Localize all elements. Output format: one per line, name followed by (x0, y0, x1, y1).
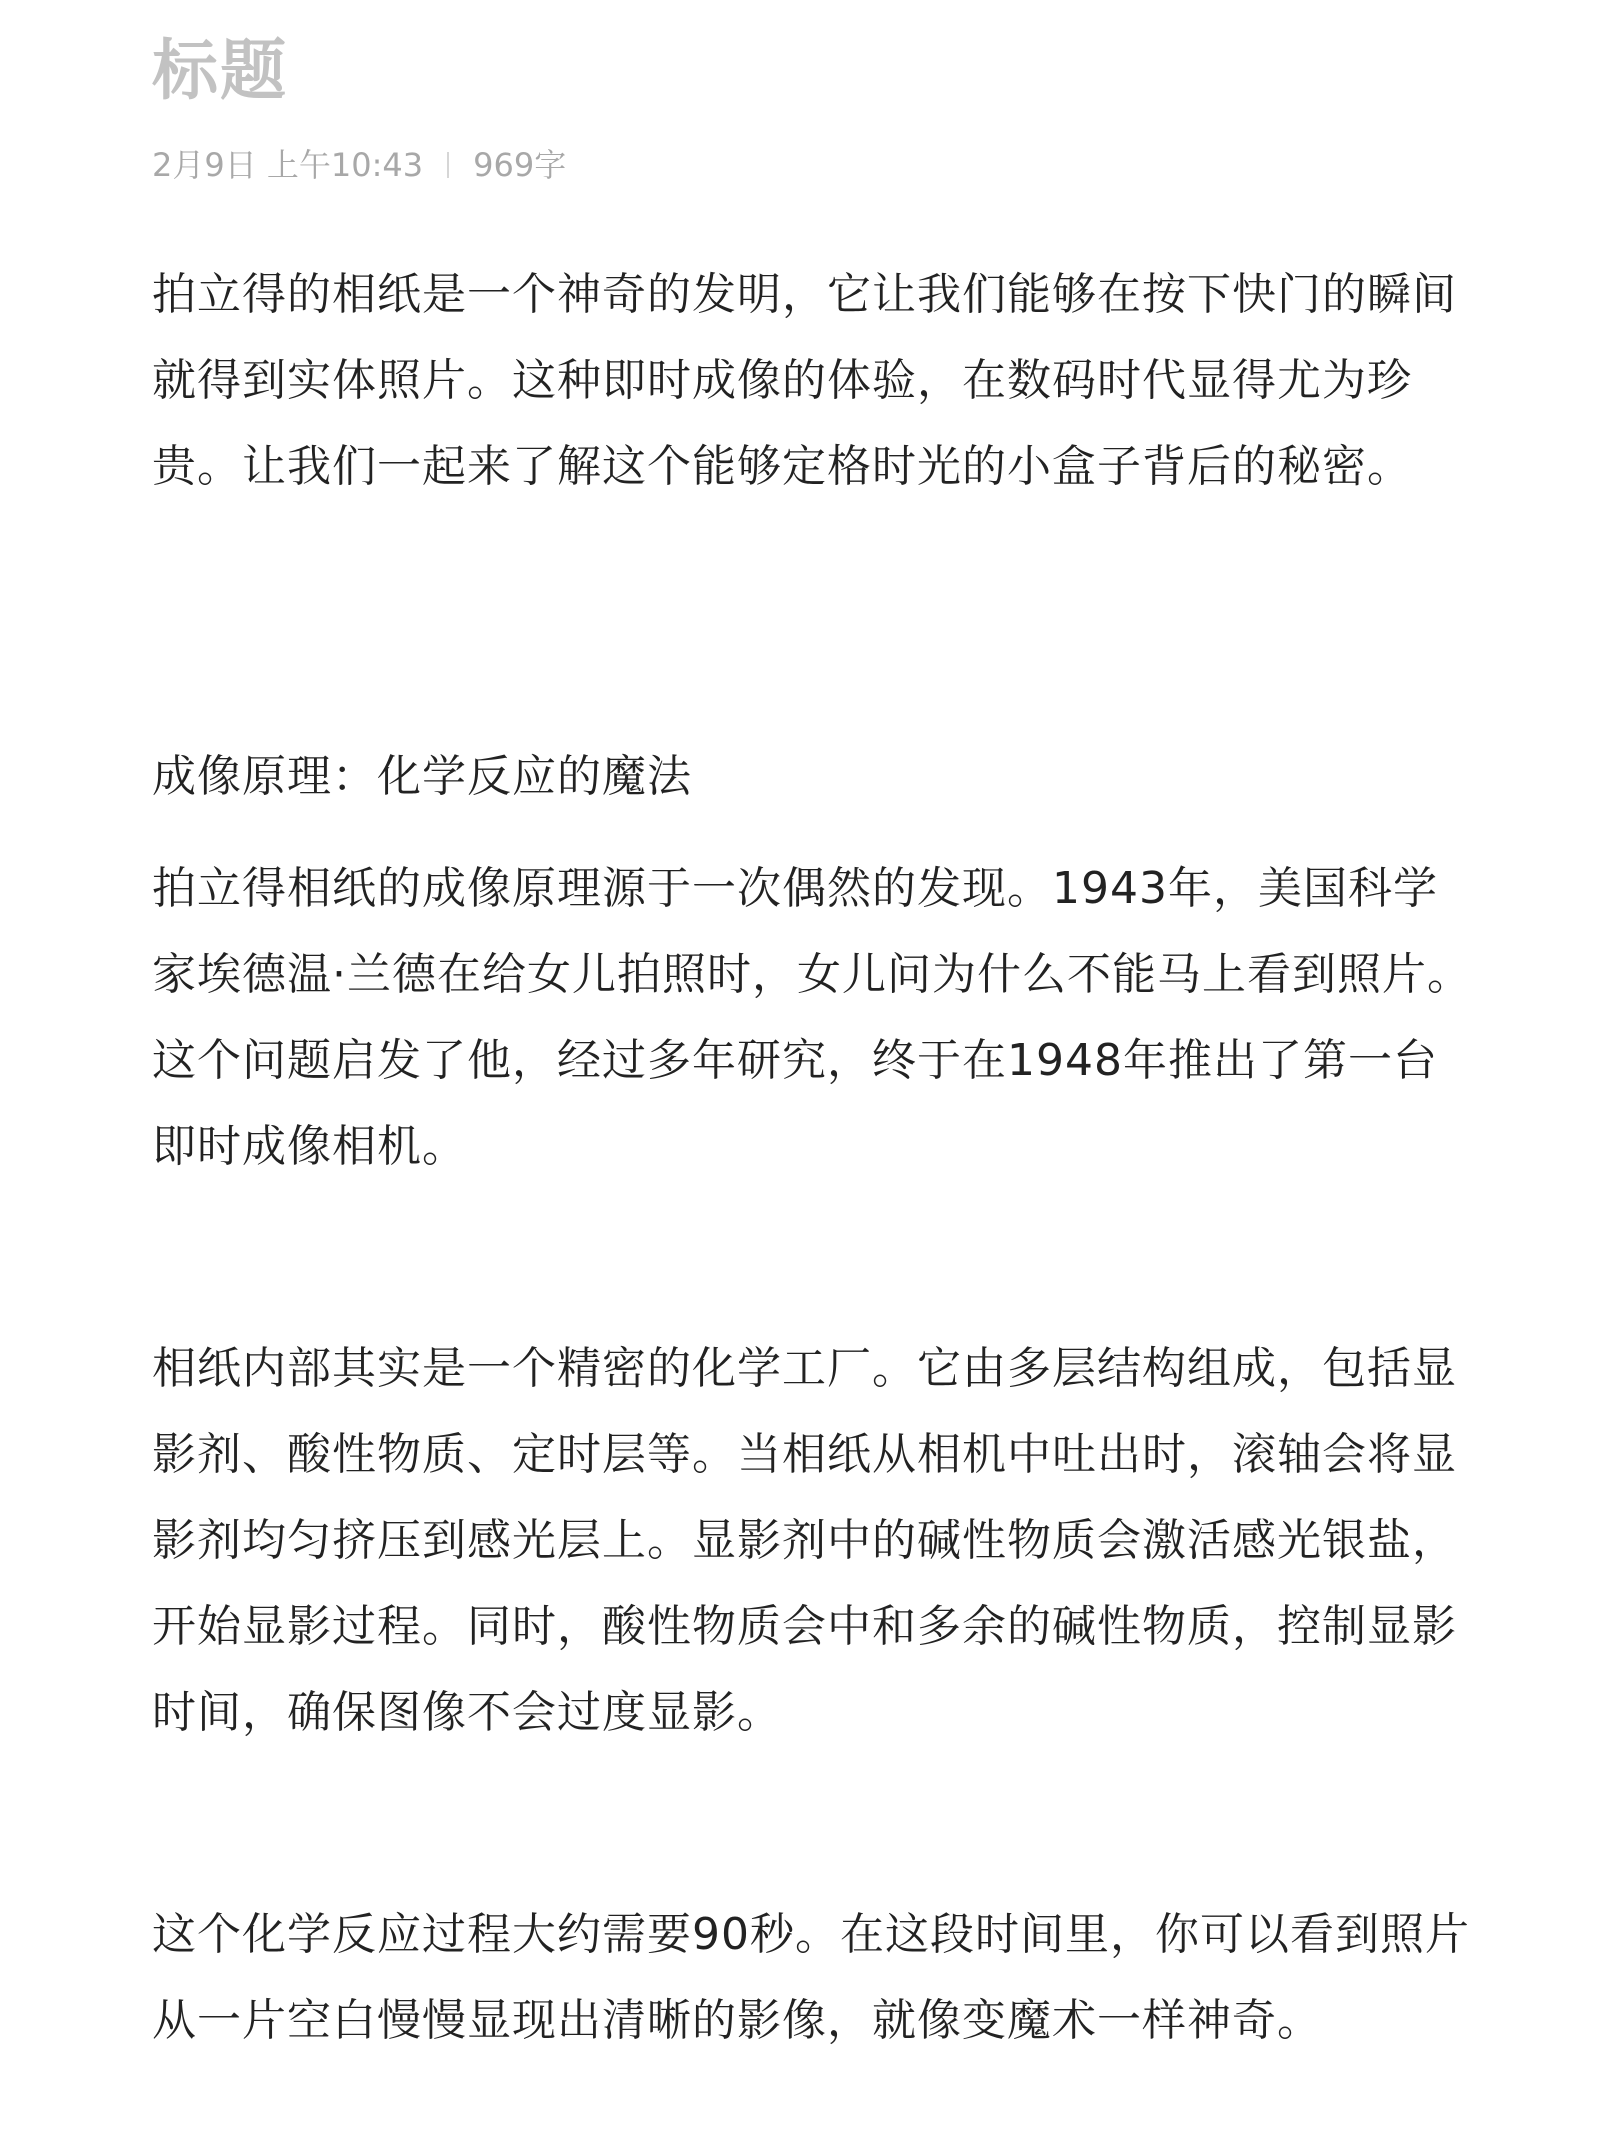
note-title[interactable]: 标题 (152, 32, 288, 109)
note-meta (152, 142, 566, 188)
meta-divider (447, 152, 449, 178)
paragraph-intro[interactable]: 拍立得的相纸是一个神奇的发明，它让我们能够在按下快门的瞬间就得到实体照片。这种即时成像的体验，在数码时代显得尤为珍贵。让我们一起来了解这个能够定格时光的小盒子背后的秘密。 (152, 269, 1457, 492)
section-heading[interactable]: 成像原理：化学反应的魔法 (152, 751, 692, 802)
note-word-count: 969字 (473, 146, 567, 184)
paragraph-chemistry[interactable]: 相纸内部其实是一个精密的化学工厂。它由多层结构组成，包括显影剂、酸性物质、定时层等。当相纸从相机中吐出时，滚轴会将显影剂均匀挤压到感光层上。显影剂中的碱性物质会激活感光银盐，开始显影过程。同时，酸性物质会中和多余的碱性物质，控制显影时间，确保图像不会过度显影。 (152, 1343, 1457, 1738)
note-date: 2月9日 上午10:43 (152, 146, 424, 184)
paragraph-history[interactable]: 拍立得相纸的成像原理源于一次偶然的发现。1943年，美国科学家埃德温·兰德在给女儿拍照时，女儿问为什么不能马上看到照片。这个问题启发了他，经过多年研究，终于在1948年推出了第一台即时成像相机。 (152, 863, 1472, 1172)
paragraph-timing[interactable]: 这个化学反应过程大约需要90秒。在这段时间里，你可以看到照片从一片空白慢慢显现出清晰的影像，就像变魔术一样神奇。 (152, 1909, 1470, 2046)
